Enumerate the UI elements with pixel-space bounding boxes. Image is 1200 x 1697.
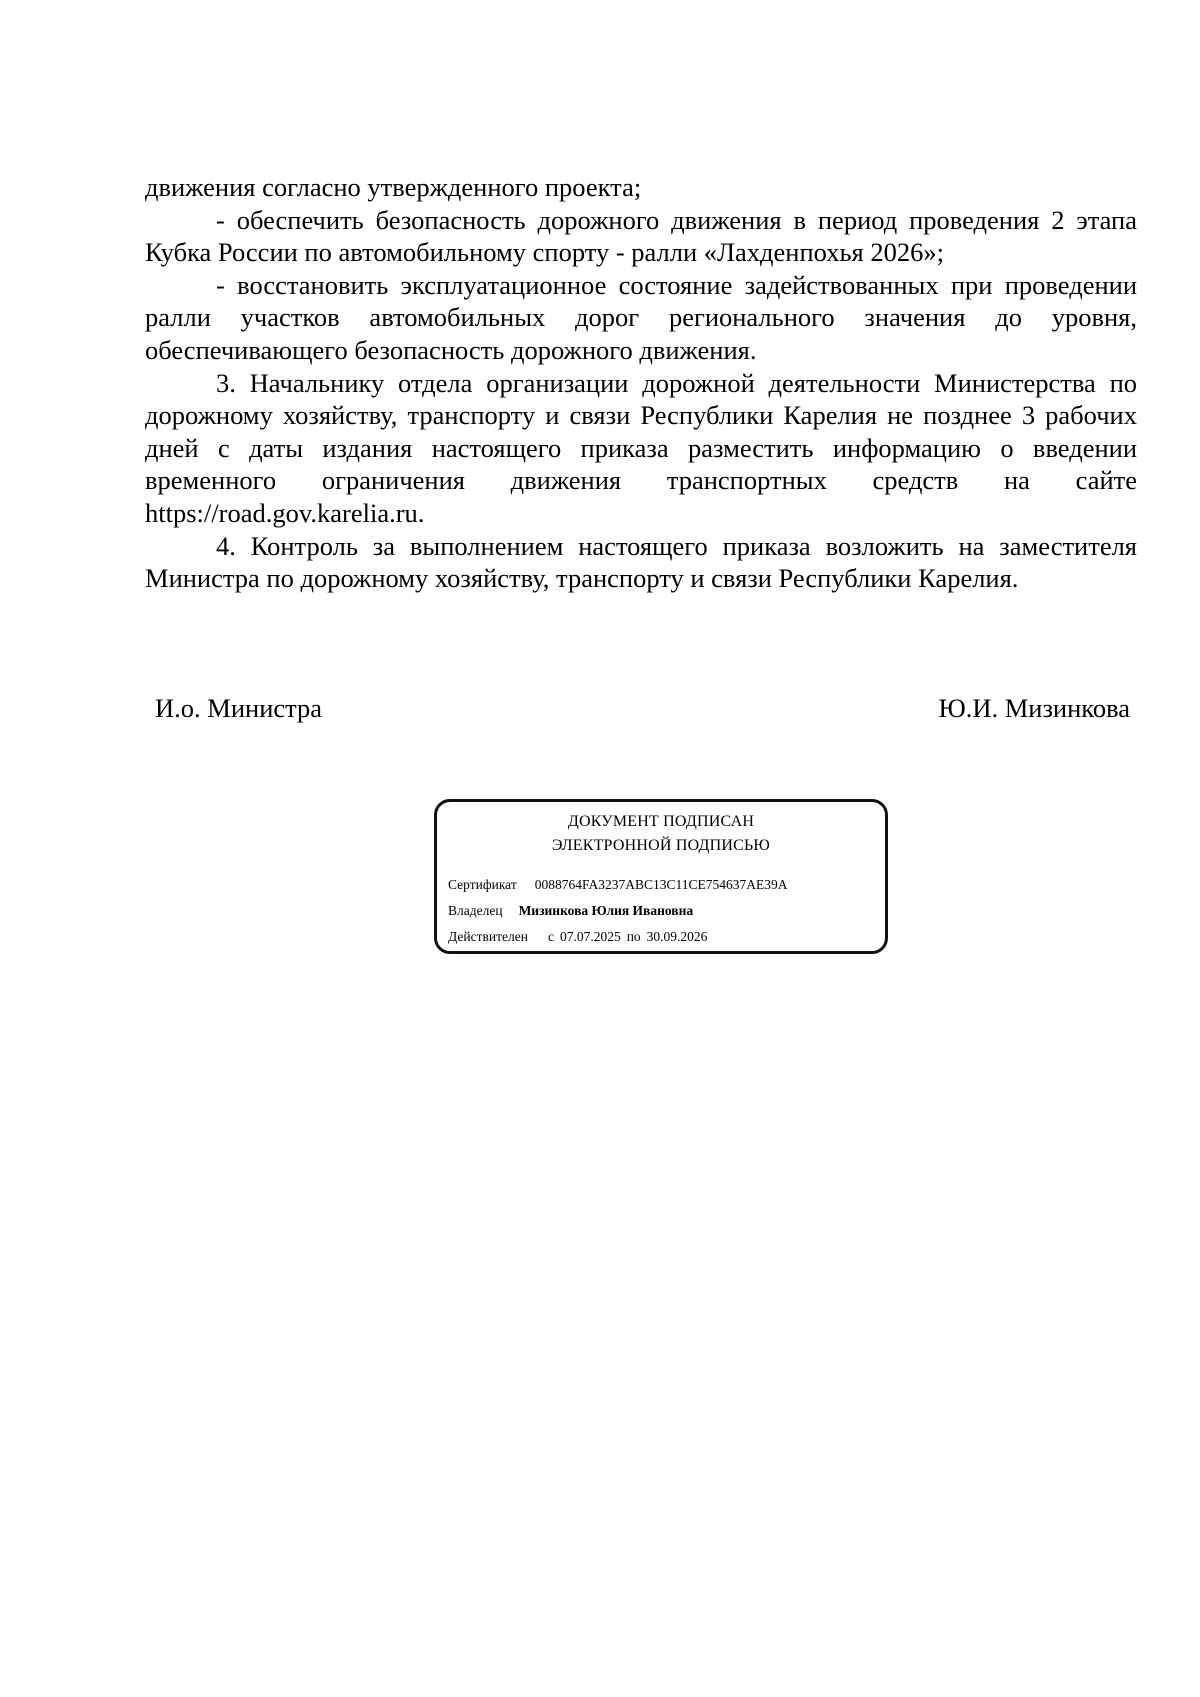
valid-from-prefix: с: [547, 929, 554, 944]
paragraph-ensure-safety: - обеспечить безопасность дорожного движения в период проведения 2 этапа Кубка России по автомобильному спорту - ралли «Лахденпохья 2026»;: [145, 204, 1137, 268]
certificate-value: 0088764FA3237ABC13C11CE754637AE39A: [534, 877, 788, 892]
owner-value: Мизинкова Юлия Ивановна: [518, 903, 694, 918]
stamp-validity-row: [448, 928, 713, 946]
certificate-label: Сертификат: [448, 877, 517, 892]
validity-label: Действителен: [448, 929, 528, 944]
stamp-heading-line2: ЭЛЕКТРОННОЙ ПОДПИСЬЮ: [551, 837, 771, 854]
valid-to-prefix: по: [626, 929, 641, 944]
signatory-name: Ю.И. Мизинкова: [938, 693, 1130, 723]
signatory-position: И.о. Министра: [155, 693, 323, 723]
paragraph-item-3: 3. Начальнику отдела организации дорожной деятельности Министерства по дорожному хозяйству, транспорту и связи Республики Карелия не позднее 3 рабочих дней с даты издания настоящего приказа разместить информацию о введении временного ограничения движения транспортных средств на сайте https://road.gov.karelia.ru.: [145, 367, 1137, 528]
valid-from-date: 07.07.2025: [559, 929, 621, 944]
stamp-owner-row: [448, 902, 693, 920]
stamp-certificate-row: [448, 876, 788, 894]
validity-value: [548, 929, 713, 944]
paragraph-item-4: 4. Контроль за выполнением настоящего приказа возложить на заместителя Министра по дорожному хозяйству, транспорту и связи Республики Карелия.: [145, 530, 1137, 594]
valid-to-date: 30.09.2026: [646, 929, 708, 944]
paragraph-continuation: движения согласно утвержденного проекта;: [145, 172, 642, 202]
stamp-heading-line1: ДОКУМЕНТ ПОДПИСАН: [567, 813, 755, 830]
electronic-signature-stamp: [434, 799, 888, 954]
document-body: [145, 171, 1137, 595]
owner-label: Владелец: [448, 903, 503, 918]
paragraph-restore-roads: - восстановить эксплуатационное состояние задействованных при проведении ралли участков автомобильных дорог регионального значения до уровня, обеспечивающего безопасность дорожного движения.: [145, 269, 1137, 365]
